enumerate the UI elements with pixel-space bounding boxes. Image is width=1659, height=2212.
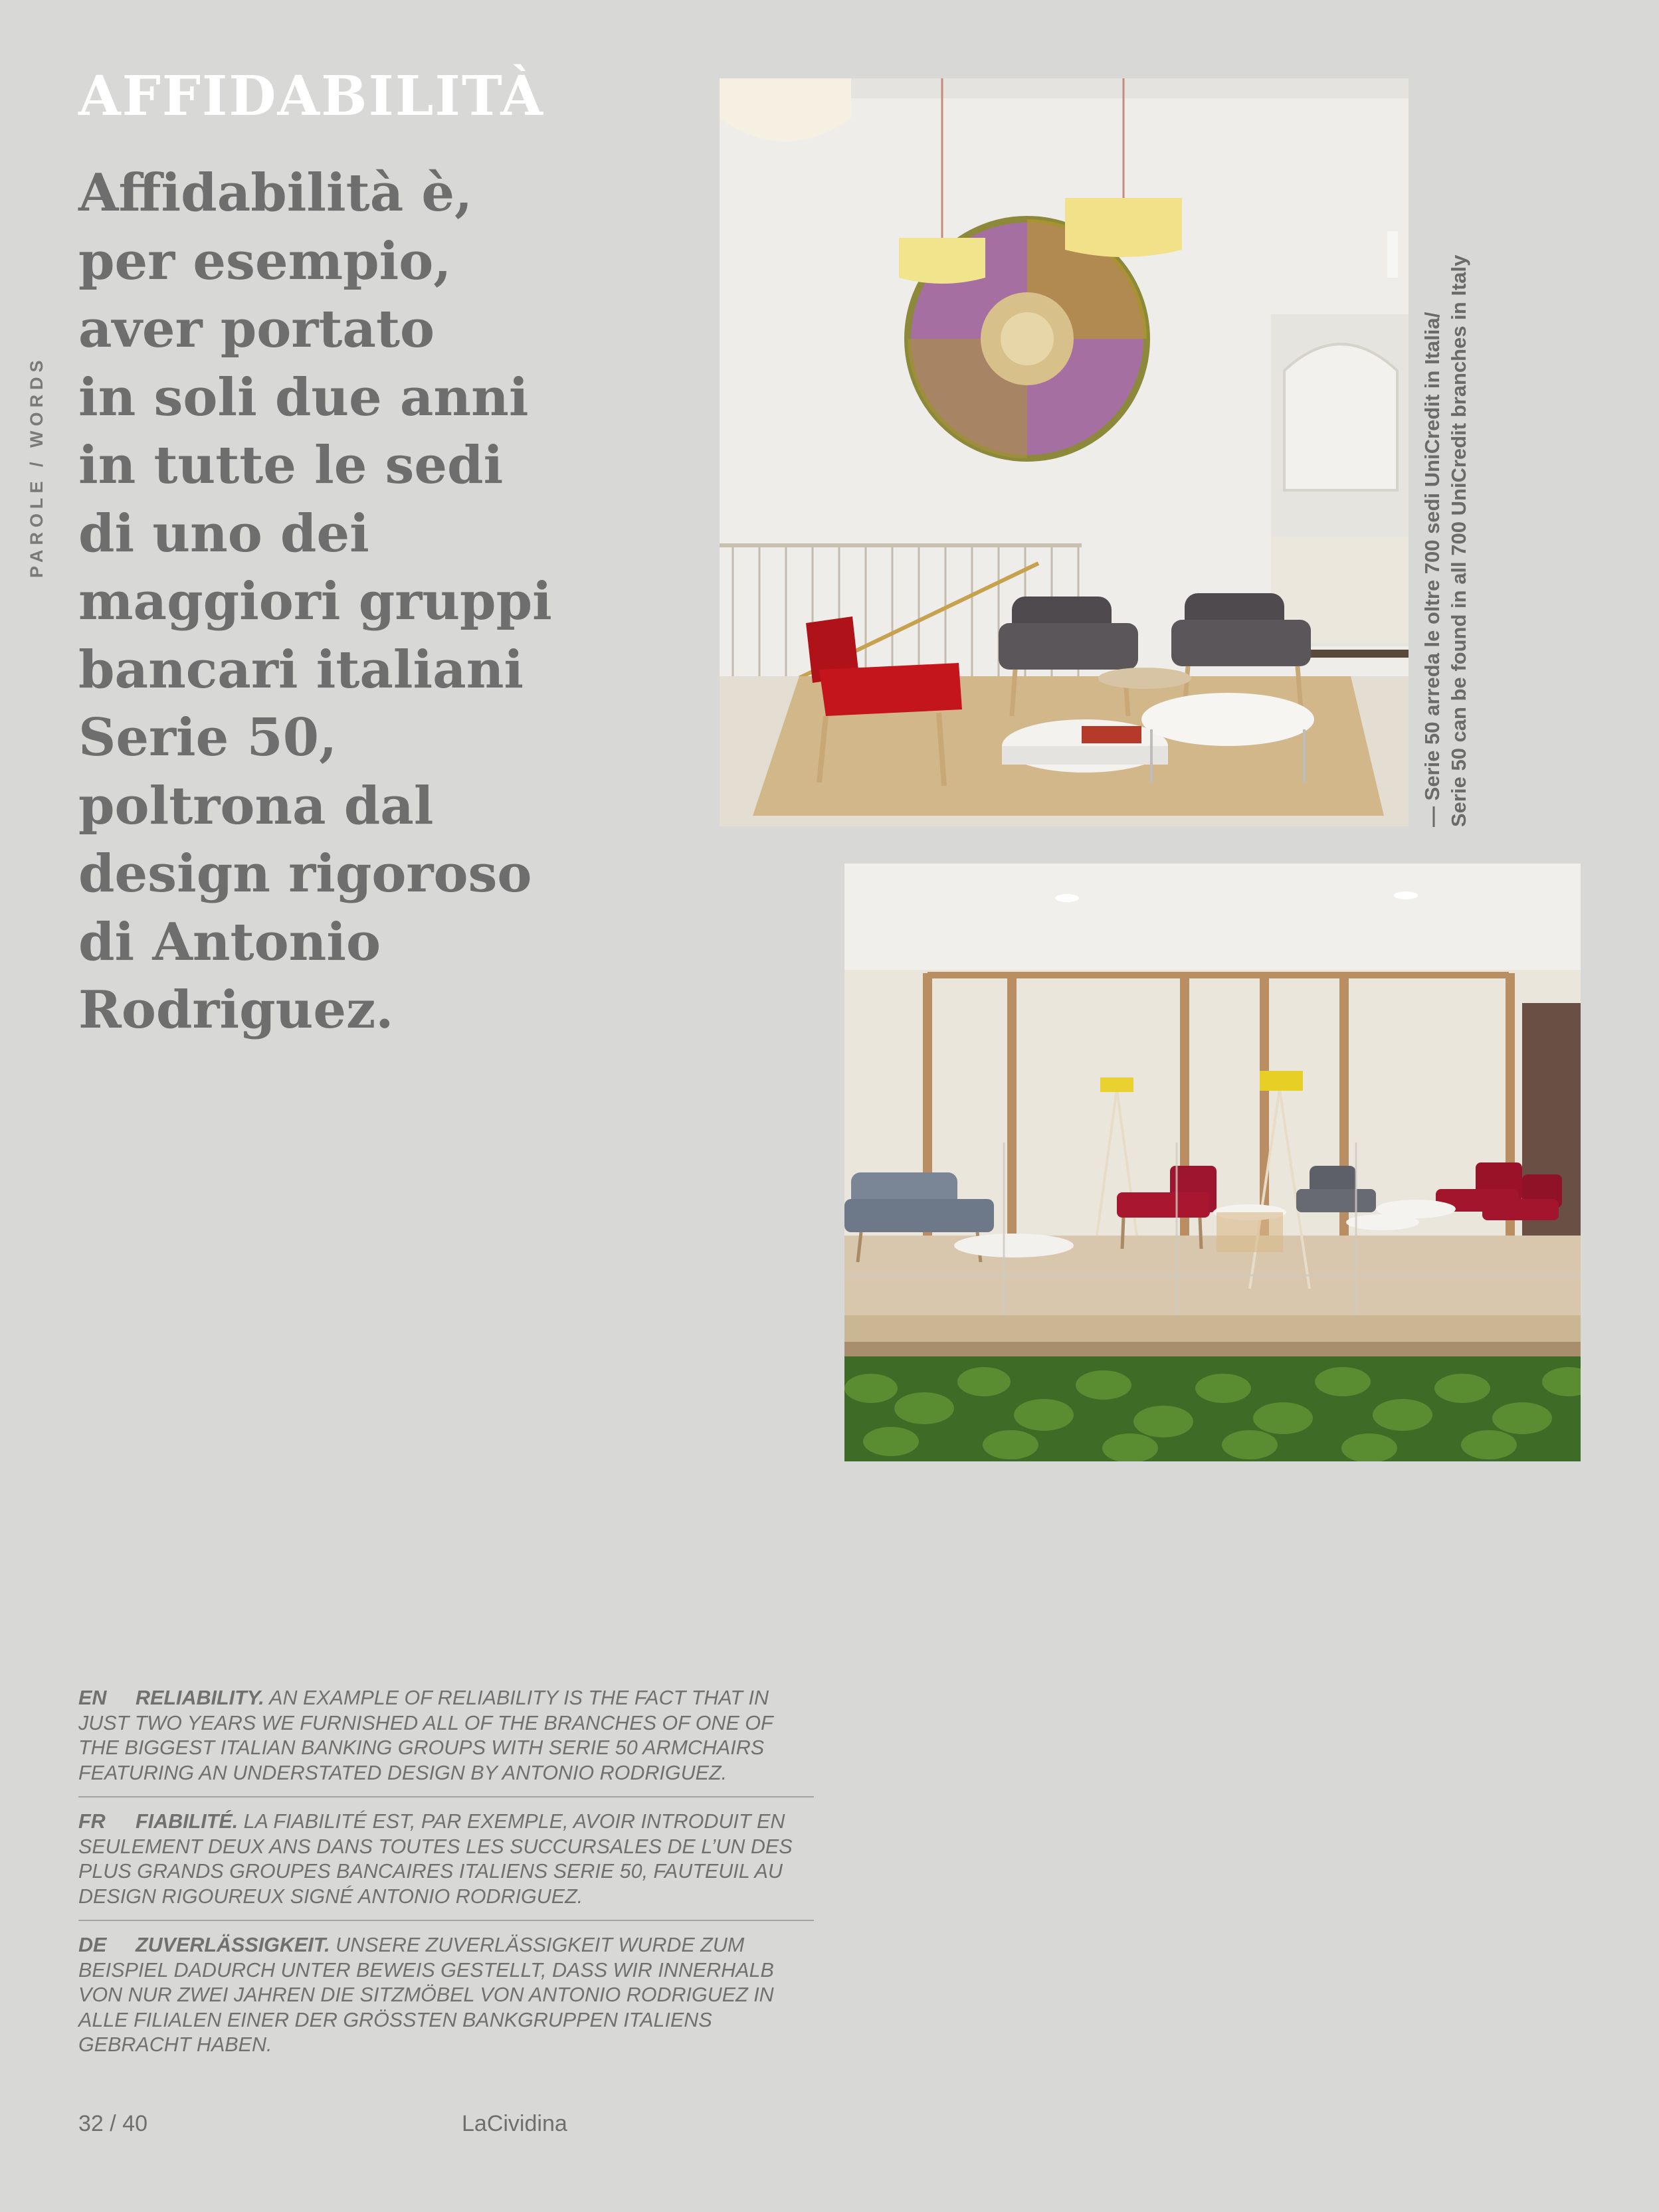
translation-heading: RELIABILITY.	[136, 1687, 264, 1709]
page-number: 32 / 40	[78, 2111, 147, 2136]
translation-text: AN EXAMPLE OF RELIABILITY IS THE FACT THAT IN JUST TWO YEARS WE FURNISHED ALL OF THE BRANCHES OF ONE OF THE BIGGEST ITALIAN BANKING GROUPS WITH SERIE 50 ARMCHAIRS FEATURING AN UNDERSTATED DESIGN BY ANTONIO RODRIGUEZ.	[78, 1687, 773, 1784]
caption-line-it: — Serie 50 arreda le oltre 700 sedi UniCredit in Italia/	[1420, 312, 1444, 827]
section-label: PAROLE / WORDS	[27, 355, 47, 578]
lead-line: Rodriguez.	[78, 980, 394, 1040]
translation-heading: FIABILITÉ.	[136, 1810, 239, 1833]
translation-fr	[78, 1796, 814, 1920]
lead-line: in soli due anni	[78, 367, 529, 428]
lead-line: design rigoroso	[78, 844, 532, 904]
lang-code: EN	[78, 1687, 107, 1709]
translation-text: LA FIABILITÉ EST, PAR EXEMPLE, AVOIR INTRODUIT EN SEULEMENT DEUX ANS DANS TOUTES LES SUCCURSALES DE L’UN DES PLUS GRANDS GROUPES BANCAIRES ITALIENS SERIE 50, FAUTEUIL AU DESIGN RIGOUREUX SIGNÉ ANTONIO RODRIGUEZ.	[78, 1810, 793, 1908]
translation-text: UNSERE ZUVERLÄSSIGKEIT WURDE ZUM BEISPIEL DADURCH UNTER BEWEIS GESTELLT, DASS WIR INNERHALB VON NUR ZWEI JAHREN DIE SITZMÖBEL VON ANTONIO RODRIGUEZ IN ALLE FILIALEN EINER DER GRÖSSTEN BANKGRUPPEN ITALIENS GEBRACHT HABEN.	[78, 1934, 774, 2056]
lang-code: DE	[78, 1934, 107, 1956]
translation-heading: ZUVERLÄSSIGKEIT.	[136, 1934, 330, 1956]
lead-line: aver portato	[78, 299, 435, 359]
photo-bank-branch	[844, 864, 1581, 1461]
photo-bank-lobby-image	[720, 78, 1409, 826]
photo-caption	[1419, 186, 1472, 827]
lead-line: in tutte le sedi	[78, 435, 504, 496]
lead-paragraph	[78, 159, 676, 1045]
lang-code: FR	[78, 1810, 106, 1833]
photo-bank-branch-image	[844, 864, 1581, 1461]
page-title: AFFIDABILITÀ	[78, 64, 544, 128]
lead-line: Serie 50,	[78, 707, 338, 768]
translations	[78, 1686, 814, 2069]
translation-en	[78, 1686, 814, 1796]
caption-line-en: Serie 50 can be found in all 700 UniCredit branches in Italy	[1447, 254, 1470, 827]
lead-line: maggiori gruppi	[78, 571, 552, 632]
lead-line: di uno dei	[78, 503, 369, 564]
brand-name: LaCividina	[462, 2111, 567, 2136]
lead-line: Affidabilità è,	[78, 163, 473, 223]
lead-line: per esempio,	[78, 230, 452, 292]
photo-bank-lobby	[720, 78, 1409, 826]
lead-line: poltrona dal	[78, 775, 434, 836]
translation-de	[78, 1920, 814, 2069]
lead-line: di Antonio	[78, 911, 381, 972]
lead-line: bancari italiani	[78, 639, 524, 700]
